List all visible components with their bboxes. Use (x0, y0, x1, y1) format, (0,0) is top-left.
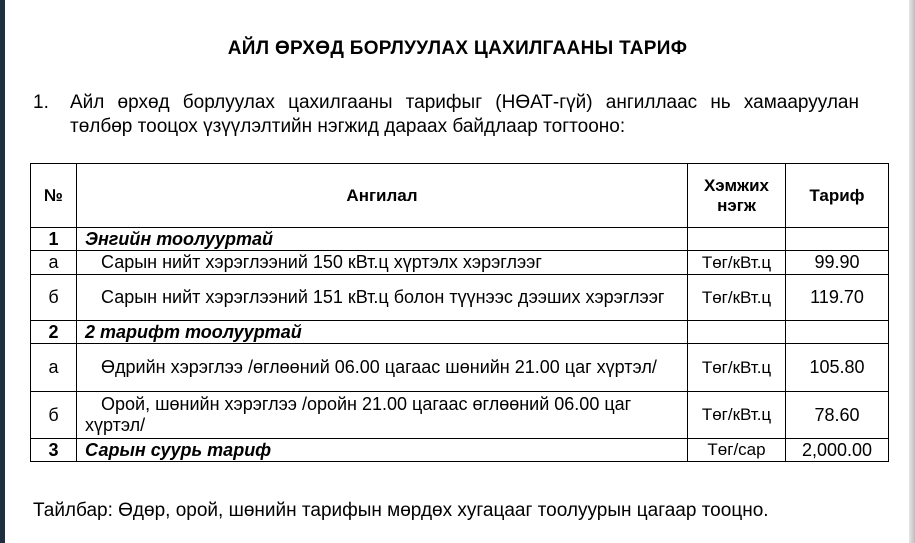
header-number: № (31, 164, 77, 228)
table-row (31, 251, 889, 275)
row-category: Сарын суурь тариф (77, 439, 688, 462)
tariff-table (30, 163, 889, 462)
document-title: АЙЛ ӨРХӨД БОРЛУУЛАХ ЦАХИЛГААНЫ ТАРИФ (227, 38, 688, 59)
row-category-text: Сарын нийт хэрэглээний 150 кВт.ц хүртэлх хэрэглээг (101, 252, 542, 272)
row-number: 3 (31, 439, 77, 462)
row-category (77, 344, 688, 392)
row-number: 2 (31, 321, 77, 344)
row-unit: Төг/кВт.ц (688, 344, 786, 392)
row-category-text: Сарын нийт хэрэглээний 151 кВт.ц болон түүнээс дээших хэрэглээг (101, 287, 665, 307)
row-unit: Төг/кВт.ц (688, 251, 786, 275)
header-tariff: Тариф (786, 164, 889, 228)
footnote: Тайлбар: Өдөр, орой, шөнийн тарифын мөрдөх хугацааг тоолуурын цагаар тооцно. (33, 500, 769, 521)
row-unit (688, 228, 786, 251)
row-category: Энгийн тоолууртай (77, 228, 688, 251)
table-header-row (31, 164, 889, 228)
table-row (31, 344, 889, 392)
table-row-section-3 (31, 439, 889, 462)
row-unit: Төг/сар (688, 439, 786, 462)
row-number: б (31, 275, 77, 321)
table-row-section-1 (31, 228, 889, 251)
left-edge-strip (0, 0, 5, 543)
header-category: Ангилал (77, 164, 688, 228)
row-category-text: Өдрийн хэрэглээ /өглөөний 06.00 цагаас шөнийн 21.00 цаг хүртэл/ (101, 357, 657, 377)
row-number: б (31, 392, 77, 439)
row-category-text: Орой, шөнийн хэрэглээ /оройн 21.00 цагаас өглөөний 06.00 цаг хүртэл/ (85, 394, 632, 435)
row-tariff: 99.90 (786, 251, 889, 275)
table-row (31, 275, 889, 321)
row-category (77, 392, 688, 439)
row-number: а (31, 344, 77, 392)
row-unit: Төг/кВт.ц (688, 392, 786, 439)
right-edge-shadow (909, 0, 915, 543)
table-row-section-2 (31, 321, 889, 344)
row-category (77, 251, 688, 275)
row-number: 1 (31, 228, 77, 251)
row-tariff: 78.60 (786, 392, 889, 439)
table-row (31, 392, 889, 439)
intro-number: 1. (33, 92, 49, 113)
intro-text: Айл өрхөд борлуулах цахилгааны тарифыг (НӨАТ-гүй) ангиллаас нь хамааруулан төлбөр тооцох үзүүлэлтийн нэгжид дараах байдлаар тогтооно: (70, 92, 859, 137)
row-category (77, 275, 688, 321)
row-category: 2 тарифт тоолууртай (77, 321, 688, 344)
row-tariff (786, 321, 889, 344)
intro-paragraph (33, 91, 859, 139)
row-tariff: 119.70 (786, 275, 889, 321)
row-unit (688, 321, 786, 344)
row-number: а (31, 251, 77, 275)
row-unit: Төг/кВт.ц (688, 275, 786, 321)
row-tariff (786, 228, 889, 251)
row-tariff: 2,000.00 (786, 439, 889, 462)
row-tariff: 105.80 (786, 344, 889, 392)
header-unit: Хэмжих нэгж (688, 164, 786, 228)
